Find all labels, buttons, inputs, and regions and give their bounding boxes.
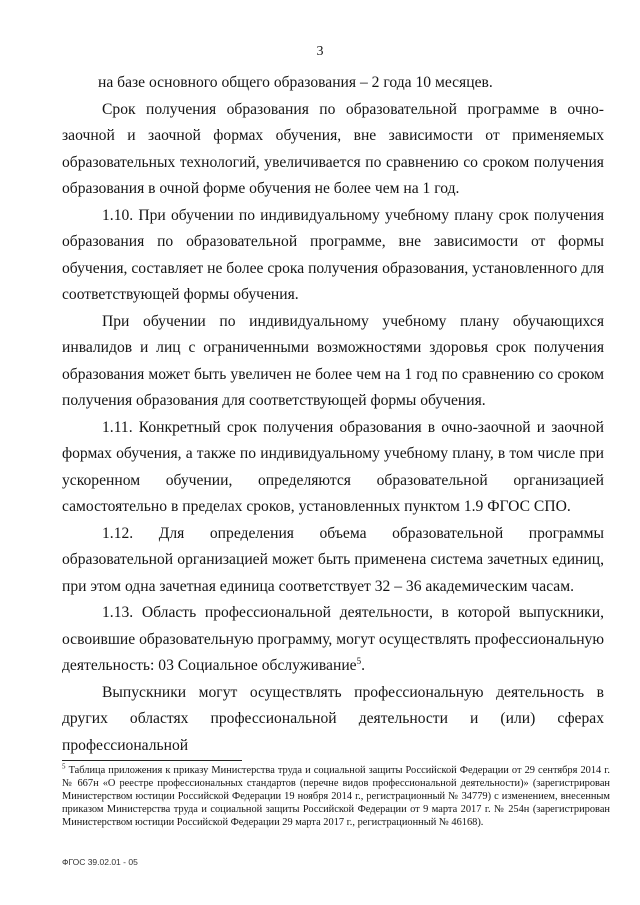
footnote xyxy=(62,764,610,829)
footnote-divider xyxy=(62,760,242,761)
paragraph-1-11: 1.11. Конкретный срок получения образования в очно-заочной и заочной формах обучения, а также по индивидуальному учебному плану, в том числе при ускоренном обучении, определяются образовательной организацией самостоятельно в пределах сроков, установленных пунктом 1.9 ФГОС СПО. xyxy=(62,418,604,515)
paragraph-1-13-period: . xyxy=(361,657,365,674)
document-code: ФГОС 39.02.01 - 05 xyxy=(62,857,138,867)
page-number: 3 xyxy=(316,44,324,59)
paragraph-1-13-text: 1.13. Область профессиональной деятельности, в которой выпускники, освоившие образовательную программу, могут осуществлять профессиональную деятельность: 03 Социальное обслуживание xyxy=(62,604,604,674)
footnote-text: Таблица приложения к приказу Министерства труда и социальной защиты Российской Федерации от 29 сентября 2014 г. № 667н «О реестре профессиональных стандартов (перечне видов профессиональной деятельности)» (зарегистрирован Министерством юстиции Российской Федерации 19 ноября 2014 г., регистрационный № 34779) с изменением, внесенным приказом Министерства труда и социальной защиты Российской Федерации от 9 марта 2017 г. № 254н (зарегистрирован Министерством юстиции Российской Федерации 29 марта 2017 г., регистрационный № 46168). xyxy=(62,765,610,829)
paragraph-1-12: 1.12. Для определения объема образовательной программы образовательной организацией может быть применена система зачетных единиц, при этом одна зачетная единица соответствует 32 – 36 академическим часам. xyxy=(62,524,604,595)
footnote-marker: 5 xyxy=(62,762,66,771)
paragraph-disabled-students: При обучении по индивидуальному учебному плану обучающихся инвалидов и лиц с ограниченными возможностями здоровья срок получения образования может быть увеличен не более чем на 1 год по сравнению со сроком получения образования для соответствующей формы обучения. xyxy=(62,312,604,409)
paragraph-graduates: Выпускники могут осуществлять профессиональную деятельность в других областях профессиональной деятельности и (или) сферах профессиональной xyxy=(62,683,604,754)
paragraph-1-13 xyxy=(62,600,604,680)
body-text xyxy=(62,70,604,759)
paragraph-part-time-term: Срок получения образования по образовательной программе в очно-заочной и заочной формах обучения, вне зависимости от применяемых образовательных технологий, увеличивается по сравнению со сроком получения образования в очной форме обучения не более чем на 1 год. xyxy=(62,100,604,197)
footnote-reference[interactable]: 5 xyxy=(356,655,362,666)
paragraph-1-10: 1.10. При обучении по индивидуальному учебному плану срок получения образования по образовательной программе, вне зависимости от формы обучения, составляет не более срока получения образования, установленного для соответствующей формы обучения. xyxy=(62,206,604,303)
paragraph-continuation: на базе основного общего образования – 2 года 10 месяцев. xyxy=(98,74,493,91)
